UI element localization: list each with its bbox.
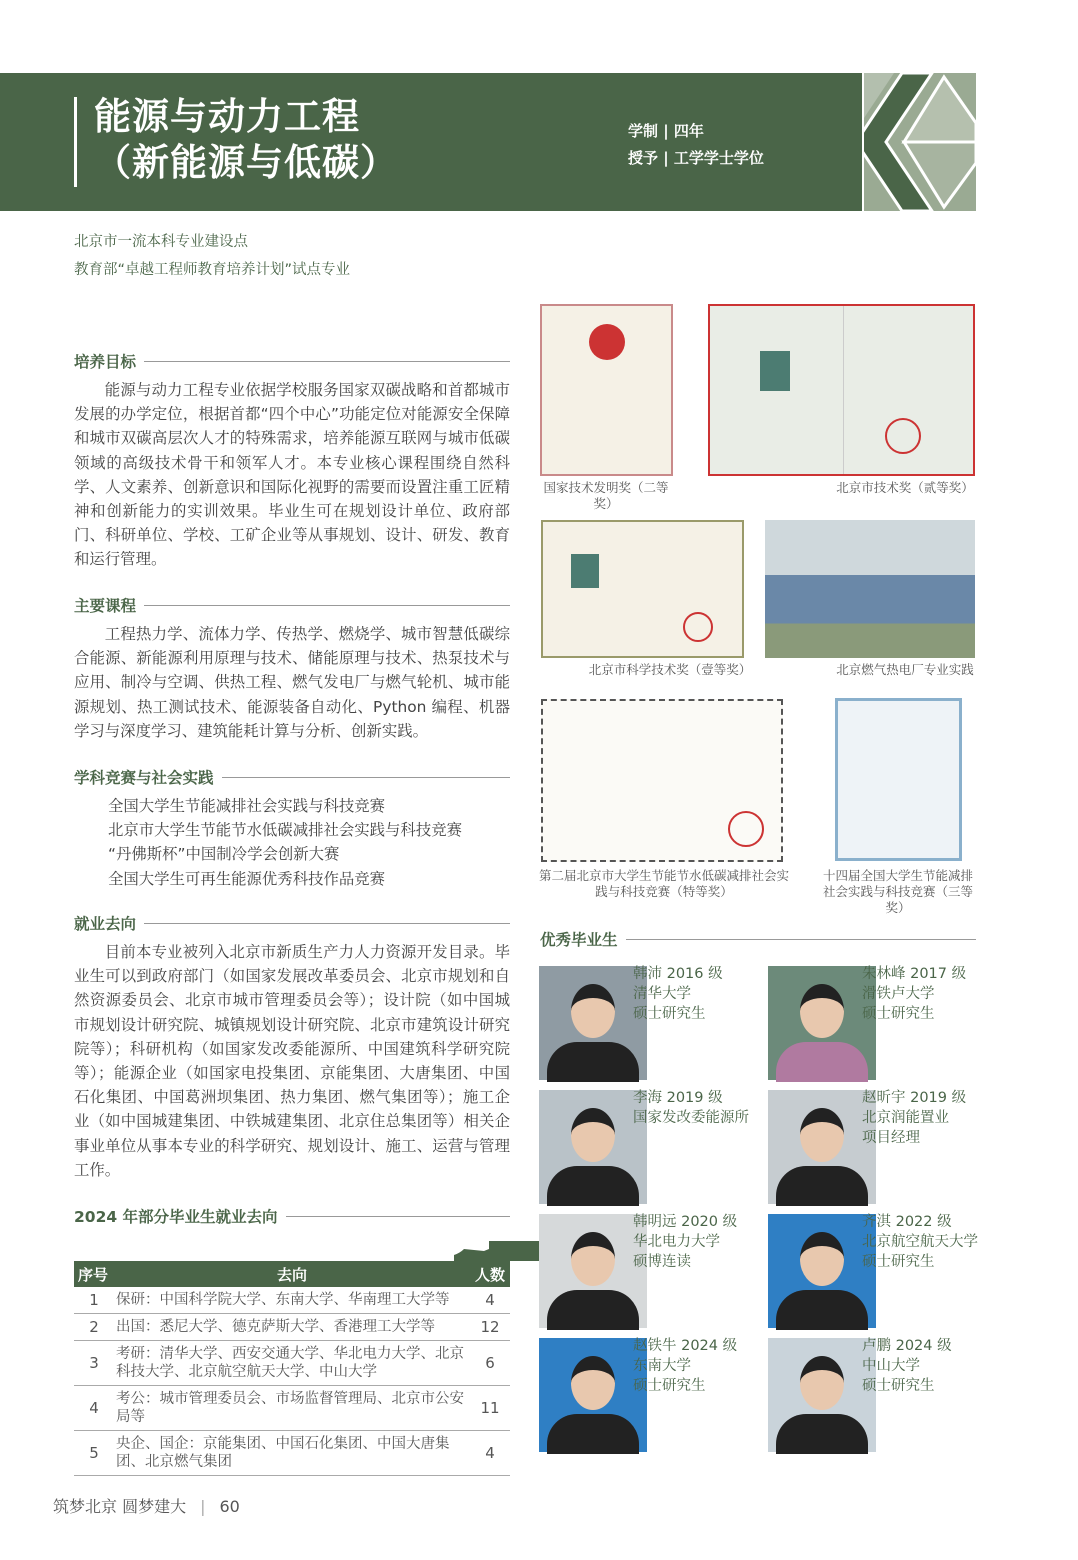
graduate-org: 国家发改委能源所 xyxy=(633,1110,749,1126)
certificate-image xyxy=(540,304,673,476)
graduate-info xyxy=(633,1088,749,1128)
section-heading: 就业去向 xyxy=(74,912,510,934)
graduate-org: 华北电力大学 xyxy=(633,1234,720,1250)
graduate-info xyxy=(633,964,723,1024)
graduate-photo xyxy=(768,1090,876,1204)
graduate-role: 硕士研究生 xyxy=(633,1006,706,1022)
section-courses xyxy=(74,594,510,743)
graduate-org: 滑铁卢大学 xyxy=(862,986,935,1002)
graduate-role: 项目经理 xyxy=(862,1130,920,1146)
section-heading: 学科竞赛与社会实践 xyxy=(74,766,510,788)
graduate-photo xyxy=(539,1214,647,1328)
graduate-org: 中山大学 xyxy=(862,1358,920,1374)
page-title: 能源与动力工程 （新能源与低碳） xyxy=(94,95,398,184)
graduate-role: 硕士研究生 xyxy=(862,1254,935,1270)
footer: 筑梦北京 圆梦建大 | 60 xyxy=(53,1497,240,1516)
certificate-image xyxy=(541,520,744,658)
graduate-photo xyxy=(539,966,647,1080)
section-table xyxy=(74,1205,510,1476)
title-bar xyxy=(74,97,77,187)
photo-caption: 第二届北京市大学生节能节水低碳减排社会实践与科技竞赛（特等奖） xyxy=(538,868,789,899)
graduate-name: 赵铁牛 2024 级 xyxy=(633,1338,738,1354)
employment-table: 序号 去向 人数 1 保研：中国科学院大学、东南大学、华南理工大学等 4 2 出国：悉尼大学、德克萨斯大学、香港理工大学等 12 3 考研：清华大学、西安交通大学、华北电力大学、北京科技大学、北京航空航天大学、中山大学 6 4 考公：城市管理委员会、市场监督管理局、北京市公安局等 11 5 央企、国企：京能集团、中国石化集团、中国大唐集团、北京燃气集团 4 xyxy=(74,1261,510,1476)
photo-caption: 北京燃气热电厂专业实践 xyxy=(836,662,974,677)
employment-text: 目前本专业被列入北京市新质生产力人力资源开发目录。毕业生可以到政府部门（如国家发展改革委员会、北京市规划和自然资源委员会、北京市城市管理委员会等）；设计院（如中国城市规划设计研究院、城镇规划设计研究院、北京市建筑设计研究院等）；科研机构（如国家发改委能源所、中国建筑科学研究院等）；能源企业（如国家电投集团、京能集团、大唐集团、中国石化集团、中国葛洲坝集团、热力集团、燃气集团等）；施工企业（如中国城建集团、中铁城建集团、北京住总集团等）相关企事业单位从事本专业的科学研究、规划设计、施工、运营与管理工作。 xyxy=(74,943,510,1179)
graduate-role: 硕士研究生 xyxy=(862,1378,935,1394)
graduate-photo xyxy=(768,1338,876,1452)
graduate-name: 李海 2019 级 xyxy=(633,1090,723,1106)
section-graduates xyxy=(540,928,976,956)
section-heading: 主要课程 xyxy=(74,594,510,616)
logo-decoration-icon xyxy=(864,73,976,211)
graduate-role: 硕士研究生 xyxy=(633,1378,706,1394)
graduate-role: 硕博连读 xyxy=(633,1254,691,1270)
graduate-org: 北京航空航天大学 xyxy=(862,1234,978,1250)
table-row: 1 保研：中国科学院大学、东南大学、华南理工大学等 4 xyxy=(74,1287,510,1314)
graduate-photo xyxy=(768,1214,876,1328)
photo-caption: 北京市技术奖（贰等奖） xyxy=(836,480,974,495)
graduate-name: 韩明远 2020 级 xyxy=(633,1214,738,1230)
certificate-image xyxy=(708,304,975,476)
list-item: “丹佛斯杯”中国制冷学会创新大赛 xyxy=(108,845,340,864)
graduate-info xyxy=(862,964,966,1024)
graduate-name: 卢鹏 2024 级 xyxy=(862,1338,952,1354)
graduate-org: 东南大学 xyxy=(633,1358,691,1374)
section-heading: 培养目标 xyxy=(74,350,510,372)
graduate-info xyxy=(862,1212,978,1272)
photo-caption: 国家技术发明奖（二等奖） xyxy=(543,480,669,511)
page-number: 60 xyxy=(219,1497,240,1516)
section-goals xyxy=(74,350,510,572)
list-item: 北京市大学生节能节水低碳减排社会实践与科技竞赛 xyxy=(108,821,462,840)
table-row: 5 央企、国企：京能集团、中国石化集团、中国大唐集团、北京燃气集团 4 xyxy=(74,1431,510,1476)
program-meta: 学制 | 四年 授予 | 工学学士学位 xyxy=(628,122,764,167)
graduate-name: 齐淇 2022 级 xyxy=(862,1214,952,1230)
courses-text: 工程热力学、流体力学、传热学、燃烧学、城市智慧低碳综合能源、新能源利用原理与技术、储能原理与技术、热泵技术与应用、制冷与空调、供热工程、燃气发电厂与燃气轮机、城市能源规划、热工测试技术、能源装备自动化、Python 编程、机器学习与深度学习、建筑能耗计算与分析、创新实践。 xyxy=(74,625,510,740)
section-employment xyxy=(74,912,510,1182)
power-plant-practice-photo xyxy=(765,520,975,658)
graduate-name: 韩沛 2016 级 xyxy=(633,966,723,982)
graduate-info xyxy=(862,1336,952,1396)
graduate-org: 清华大学 xyxy=(633,986,691,1002)
table-row: 2 出国：悉尼大学、德克萨斯大学、香港理工大学等 12 xyxy=(74,1314,510,1341)
section-heading: 2024 年部分毕业生就业去向 xyxy=(74,1205,510,1227)
table-row: 4 考公：城市管理委员会、市场监督管理局、北京市公安局等 11 xyxy=(74,1386,510,1431)
table-row: 3 考研：清华大学、西安交通大学、华北电力大学、北京科技大学、北京航空航天大学、中山大学 6 xyxy=(74,1341,510,1386)
graduate-photo xyxy=(539,1090,647,1204)
graduate-photo xyxy=(768,966,876,1080)
goals-text: 能源与动力工程专业依据学校服务国家双碳战略和首都城市发展的办学定位，根据首都“四个中心”功能定位对能源安全保障和城市双碳高层次人才的特殊需求，培养能源互联网与城市低碳领域的高级技术骨干和领军人才。本专业核心课程围绕自然科学、人文素养、创新意识和国际化视野的需要而设置注重工匠精神和创新能力的实训效果。毕业生可在规划设计单位、政府部门、科研单位、学校、工矿企业等从事规划、设计、研发、教育和运行管理。 xyxy=(74,381,510,569)
photo-caption: 北京市科学技术奖（壹等奖） xyxy=(588,662,752,677)
section-competitions xyxy=(74,766,510,891)
graduate-info xyxy=(862,1088,966,1148)
photo-caption: 十四届全国大学生节能减排社会实践与科技竞赛（三等奖） xyxy=(822,868,973,915)
graduate-info xyxy=(633,1212,737,1272)
graduate-info xyxy=(633,1336,737,1396)
section-heading: 优秀毕业生 xyxy=(540,928,976,950)
graduate-name: 朱林峰 2017 级 xyxy=(862,966,967,982)
graduate-role: 硕士研究生 xyxy=(862,1006,935,1022)
certificate-image xyxy=(835,698,962,861)
list-item: 全国大学生节能减排社会实践与科技竞赛 xyxy=(108,797,386,815)
graduate-name: 赵昕宇 2019 级 xyxy=(862,1090,967,1106)
program-honors: 北京市一流本科专业建设点 教育部“卓越工程师教育培养计划”试点专业 xyxy=(74,234,351,278)
certificate-image xyxy=(541,699,783,862)
list-item: 全国大学生可再生能源优秀科技作品竞赛 xyxy=(108,869,386,888)
graduate-org: 北京润能置业 xyxy=(862,1110,949,1126)
graduate-photo xyxy=(539,1338,647,1452)
